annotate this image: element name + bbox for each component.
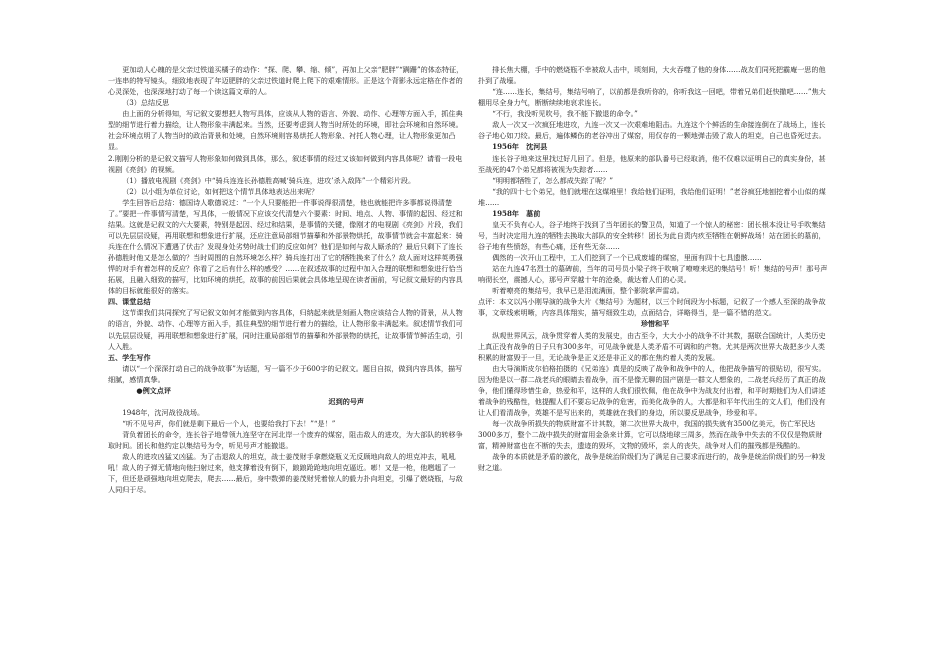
right-paragraph: 每一次战争所损失的物质财富不计其数，第二次世界大战中，我国的损失就有3500亿美元，伤亡军民达3000多万，整个二战中损失的财富用金条来计算，它可以绕地球三周多，然而在战争中失去的不仅仅是物质财富，精神财富也在不断的失去，遗迹的毁坏，文物的毁坏，亲人的丧失，战争对人们的摧残都是残酷的。 [478, 419, 823, 451]
right-paragraph: 排长焦大棚，手中的燃烧瓶不幸被敌人击中，顷刻间，大火吞噬了他的身体……战友们同死把霸庵一思的他扑到了战壕。 [478, 65, 826, 86]
left-paragraph: （3）总结反思 [122, 98, 170, 108]
right-paragraph: “不行，我没听见吹号，我不能下撤退的命令。” [492, 109, 638, 119]
right-paragraph: “连……连长，集结号，集结号响了，以前都是我听你的，你听我这一回吧，带着兄弟们赶快撤吧……”焦大棚用尽全身力气，断断续续地哀求连长。 [478, 87, 826, 108]
left-paragraph: 五、学生写作 [108, 352, 151, 362]
left-paragraph: 这节课我们共同探究了写记叙文如何才能做到内容具体，归纳起来就是刻画人物应该结合人物的背景，从人物的语言，外貌、动作、心理等方面入手，抓住典型的细节进行着力的描绘，让人物形象丰满起来。叙述情节我们可以先层层设疑，再用联想和想象进行扩展，同时注重局部细节的描摹和外部景物的烘托，让故事情节鲜活生动，引人入胜。 [108, 308, 463, 351]
right-paragraph: 由大导演斯皮尔伯格拍摄的《兄弟连》真是的反映了战争和战争中的人，他把战争描写的很贴切，很写实。因为他是以一群二战老兵的眼睛去看战争，而不是像无聊的国产剧是一群文人想象的，二战老兵经历了真正的战争，他们懂得珍惜生命，热爱和平，这样的人我们很钦佩，他在战争中为战友付出着，和平时期他们为人们讲述着战争的残酷性，他提醒人们不要忘记战争的危害，而美化战争的人，大都是和平年代出生的文人们，他们没有让人们看清战争，英雄不是写出来的，英雄就在我们的身边，所以要反思战争，珍爱和平。 [478, 363, 826, 417]
left-paragraph: 请以“一个深深打动自己的战争故事”为话题，写一篇不少于600字的记叙文。题目自拟，做到内容具体，描写细腻，感情真挚。 [108, 363, 463, 384]
left-paragraph: 2.刚刚分析的是记叙文描写人物形象如何做到具体，那么，叙述事情的经过又该如何做到内容具体呢？请看一段电视剧《亮剑》的视频。 [108, 153, 463, 174]
left-paragraph: 1948年，沈河战役战场。 [122, 407, 205, 417]
right-paragraph: 偶然的一次开山工程中，工人们挖到了一个已成废墟的煤窑，里面有四十七具遗骸…… [492, 253, 762, 263]
left-paragraph: （1）播放电视剧《亮剑》中“骑兵连连长孙德胜高喊‘骑兵连，进攻’杀入敌阵”一个精彩片段。 [122, 175, 416, 185]
left-paragraph: ●例文点评 [108, 385, 171, 395]
right-paragraph: 点评：本文以冯小刚导演的战争大片《集结号》为题材，以三个时间段为小标题，记叙了一个感人至深的战争故事，文章线索明晰，内容具体翔实，描写细致生动，点面结合，详略得当，是一篇不错的范文。 [478, 297, 826, 318]
right-paragraph: 连长谷子地来这里找过好几回了。但是，他原来的部队番号已经取消，他不仅难以证明自己的真实身份，甚至战死的47个弟兄都将被视为失踪者…… [478, 153, 826, 174]
right-paragraph: 1958年 墓前 [478, 208, 541, 218]
left-paragraph: “听不见号声，你们就是剩下最后一个人，也要给我打下去！”“是！” [122, 419, 336, 428]
right-column [478, 64, 832, 473]
left-paragraph: 迟到的号声 [207, 396, 365, 406]
right-paragraph: 听着嘹亮的集结号，我早已是泪流满面，整个影院掌声雷动。 [492, 286, 684, 296]
left-paragraph: 背负着团长的命令，连长谷子地带领九连坚守在河北岸一个废弃的煤窑，阻击敌人的进攻，为大部队的转移争取时间。团长和他约定以集结号为令，听见号声才能撤退。 [108, 430, 463, 451]
left-column [108, 64, 464, 495]
left-paragraph: 四、课堂总结 [108, 297, 151, 307]
right-paragraph: 1956年 沈河县 [478, 142, 548, 152]
left-paragraph: 学生回答后总结：德国诗人歌德说过：“一个人只要能把一件事说得很清楚，他也就能把许多事都说得清楚了。”要把一件事情写清楚，写具体，一般情况下应该交代清楚六个要素：时间、地点、人物、事情的起因、经过和结果。这就是记叙文的六大要素，特别是起因、经过和结果，是事情的关键，像刚才的电视剧《亮剑》片段，我们可以先层层设疑，再用联想和想象进行扩展，还应注意局部细节描摹和外部景物烘托，故事情节就会丰富起来：骑兵连在什么情况下遭遇了伏击？发现身处劣势时战士们的反应如何？他们是如何与敌人厮杀的？最后只剩下了连长孙德胜时他又是怎么做的？当时周围的自然环境怎么样？骑兵连打出了它的牺牲换来了什么？敌人面对这样英勇强悍的对手有着怎样的反应？你看了之后有什么样的感受？……在叙述故事的过程中加入合理的联想和想象进行恰当拓展，且融入细致的描写，比如环境的烘托，故事的前因后果就会具体地呈现在读者面前，写记叙文最好的内容具体的目标就能很好的落实。 [108, 197, 463, 296]
left-paragraph: 更加动人心魄的是父亲过铁道买橘子的动作：“探、爬、攀、缩、倾”，再加上父亲“肥胖”“蹒跚”的体态特征，一连串的特写镜头，细致地表现了年迈肥胖的父亲过铁道时爬上爬下的艰难情形。正是这个背影永远定格在作者的心灵深处，也深深地打动了每一个读这篇文章的人。 [108, 65, 464, 97]
right-paragraph: “明明都牺牲了，怎么都成失踪了呢？” [492, 175, 613, 185]
left-paragraph: （2）以小组为单位讨论，如何把这个情节具体地表达出来呢？ [122, 186, 319, 196]
left-paragraph: 敌人的进攻凶猛又凶猛。为了击退敌人的坦克，战士姜茂财手拿燃烧瓶义无反顾地向敌人的坦克冲去，吼吼吼！敌人的子弹无情地向他扫射过来，他支撑着没有倒下，踉踉跄跄地向坦克逼近。嘭！又是一枪，他趔趄了一下，但还是顽强地向坦克爬去，爬去……最后，身中数弹的姜茂财凭着惊人的毅力扑向坦克，引爆了燃烧瓶，与敌人同归于尽。 [108, 452, 463, 495]
right-paragraph: 纵观世界风云，战争贯穿着人类的发展史，由古至今，大大小小的战争不计其数，据联合国统计，人类历史上真正没有战争的日子只有300多年，可见战争就是人类矛盾不可调和的产物。尤其是两次世界大战把多少人类积累的财富毁于一旦，无论战争是正义还是非正义的都在焦灼着人类的发展。 [478, 330, 826, 362]
right-paragraph: 战争的本质就是矛盾的激化，战争是统治阶级们为了满足自己要求而进行的，战争是统治阶级们的另一种发财之道。 [478, 452, 826, 473]
right-paragraph: 站在九连47名烈士的墓碑前，当年的司号员小梁子终于吹响了嘹嘹来迟的集结号！听！集结的号声！那号声响彻长空，震撼人心，那号声穿越十年的沧桑，裁达着人们的心灵。 [478, 264, 828, 285]
right-paragraph: “我的四十七个弟兄，他们就埋在这煤堆里！我给他们证明，我给他们证明！”老谷疯狂地刨挖着小山似的煤堆…… [478, 186, 826, 207]
right-paragraph: 敌人一次又一次疯狂地进攻，九连一次又一次艰难地阻击。九连这个个鲜活的生命接连倒在了战场上，连长谷子地心如刀绞。最后，遍体鳞伤的老谷冲出了煤窑，用仅存的一颗地弹击毁了敌人的坦克，自己也昏死过去。 [478, 120, 826, 141]
right-paragraph: 珍惜和平 [640, 319, 670, 329]
left-paragraph: 由上面的分析得知，写记叙文要想把人物写具体，应该从人物的语言、外貌、动作、心理等方面入手，抓住典型的细节进行着力描绘，让人物形象丰满起来。当然，还要考虑到人物当时所处的环境，即社会环境和自然环境。社会环境点明了人物当时的政治背景和处境，自然环境则容易烘托人物形象、衬托人物心理，让人物形象更加凸显。 [108, 109, 463, 152]
right-paragraph: 皇天不负有心人，谷子地终于找到了当年团长的警卫员，知道了一个惊人的秘密：团长根本没让号手吹集结号，当时决定用九连的牺牲去换取大部队的安全转移！团长为此自责内疚至牺牲在朝鲜战场！站在团长的墓前，谷子地有些愤怒，有些心痛，还有些无奈…… [478, 219, 826, 251]
